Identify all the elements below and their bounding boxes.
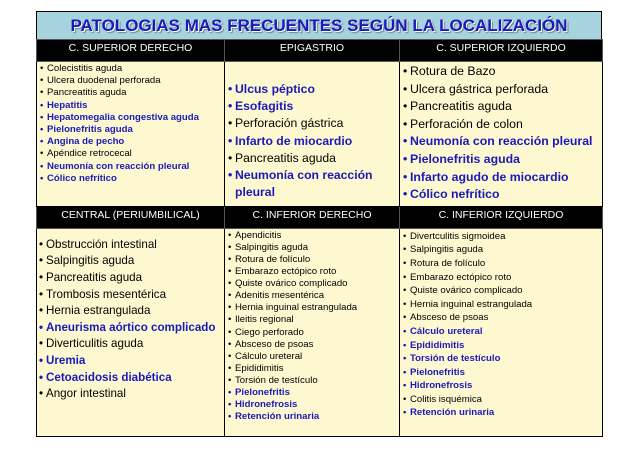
pathology-item: • Pielonefritis	[228, 387, 396, 399]
pathology-item: • Diverticulitis aguda	[39, 336, 221, 353]
pathology-list	[403, 230, 599, 420]
pathology-item: • Infarto agudo de miocardio	[403, 169, 599, 187]
pathology-item: • Ulcera duodenal perforada	[40, 75, 221, 87]
pathology-item: • Rotura de folículo	[228, 254, 396, 266]
pathology-item: • Embarazo ectópico roto	[403, 271, 599, 285]
pathology-item: • Salpingitis aguda	[39, 253, 221, 270]
pathology-item: • Epididimitis	[228, 363, 396, 375]
pathology-item: • Perforación gástrica	[228, 115, 396, 132]
pathology-item: • Angor intestinal	[39, 386, 221, 403]
header-inferior-derecho: C. INFERIOR DERECHO	[225, 206, 400, 228]
pathology-item: • Infarto de miocardio	[228, 133, 396, 150]
pathology-item: • Hernia inguinal estrangulada	[403, 298, 599, 312]
pathology-item: • Hernia estrangulada	[39, 303, 221, 320]
cell-epigastrio	[225, 62, 400, 207]
pathology-item: • Torsión de testículo	[228, 375, 396, 387]
pathology-item: • Obstrucción intestinal	[39, 237, 221, 254]
pathology-item: • Epididimitis	[403, 339, 599, 353]
pathology-item: • Trombosis mesentérica	[39, 287, 221, 304]
header-inferior-izquierdo: C. INFERIOR IZQUIERDO	[400, 206, 603, 228]
pathology-item: • Hidronefrosis	[403, 379, 599, 393]
pathology-item: • Adenitis mesentérica	[228, 290, 396, 302]
pathology-item: • Ileitis regional	[228, 314, 396, 326]
pathology-item: • Pielonefritis aguda	[40, 124, 221, 136]
pathology-item: • Cetoacidosis diabética	[39, 370, 221, 387]
pathology-item: • Quiste ovárico complicado	[403, 284, 599, 298]
region-content-row-upper	[37, 62, 603, 207]
pathology-sheet	[36, 11, 602, 437]
cell-superior-izquierdo	[400, 62, 603, 207]
pathology-item: • Salpingitis aguda	[228, 242, 396, 254]
pathology-item: • Neumonía con reacción pleural	[403, 133, 599, 151]
pathology-item: • Embarazo ectópico roto	[228, 266, 396, 278]
pathology-item: • Rotura de folículo	[403, 257, 599, 271]
region-header-row-lower	[37, 206, 603, 228]
pathology-item: • Absceso de psoas	[228, 339, 396, 351]
pathology-item: • Esofagitis	[228, 98, 396, 115]
pathology-item: • Retención urinaria	[403, 406, 599, 420]
pathology-item: • Quiste ovárico complicado	[228, 278, 396, 290]
pathology-item: • Pancreatitis aguda	[403, 98, 599, 116]
cell-inferior-izquierdo	[400, 228, 603, 436]
pathology-item: • Cálculo ureteral	[403, 325, 599, 339]
pathology-item: • Pancreatitis aguda	[228, 150, 396, 167]
pathology-list	[403, 63, 599, 204]
pathology-item: • Ulcera gástrica perforada	[403, 81, 599, 99]
cell-inferior-derecho	[225, 228, 400, 436]
pathology-item: • Neumonía con reacción pleural	[40, 161, 221, 173]
pathology-item: • Angina de pecho	[40, 136, 221, 148]
header-superior-derecho: C. SUPERIOR DERECHO	[37, 40, 225, 62]
pathology-item: • Colecistitis aguda	[40, 63, 221, 75]
header-superior-izquierdo: C. SUPERIOR IZQUIERDO	[400, 40, 603, 62]
pathology-item: • Hidronefrosis	[228, 399, 396, 411]
cell-central-periumbilical	[37, 228, 225, 436]
pathology-item: • Cólico nefrítico	[40, 173, 221, 185]
pathology-item: • Ciego perforado	[228, 327, 396, 339]
pathology-table	[36, 39, 603, 437]
pathology-item: • Colitis isquémica	[403, 393, 599, 407]
pathology-list	[40, 63, 221, 185]
region-header-row-upper	[37, 40, 603, 62]
pathology-list	[228, 230, 396, 424]
pathology-item: • Cálculo ureteral	[228, 351, 396, 363]
pathology-item: • Absceso de psoas	[403, 311, 599, 325]
pathology-list	[39, 237, 221, 403]
pathology-item: • Pielonefritis	[403, 366, 599, 380]
pathology-item: • Cólico nefrítico	[403, 186, 599, 204]
pathology-item: • Torsión de testículo	[403, 352, 599, 366]
pathology-item: • Neumonía con reacción pleural	[228, 167, 396, 201]
pathology-item: • Uremia	[39, 353, 221, 370]
pathology-item: • Aneurisma aórtico complicado	[39, 320, 221, 337]
cell-superior-derecho	[37, 62, 225, 207]
pathology-item: • Hernia inguinal estrangulada	[228, 302, 396, 314]
pathology-item: • Perforación de colon	[403, 116, 599, 134]
pathology-item: • Pielonefritis aguda	[403, 151, 599, 169]
pathology-item: • Apéndice retrocecal	[40, 148, 221, 160]
pathology-item: • Salpingitis aguda	[403, 243, 599, 257]
pathology-item: • Pancreatitis aguda	[40, 87, 221, 99]
header-epigastrio: EPIGASTRIO	[225, 40, 400, 62]
pathology-item: • Hepatitis	[40, 100, 221, 112]
region-content-row-lower	[37, 228, 603, 436]
page-title: PATOLOGIAS MAS FRECUENTES SEGÚN LA LOCALIZACIÓN	[36, 11, 602, 39]
pathology-item: • Apendicitis	[228, 230, 396, 242]
pathology-list	[228, 81, 396, 201]
pathology-item: • Divertculitis sigmoidea	[403, 230, 599, 244]
pathology-item: • Pancreatitis aguda	[39, 270, 221, 287]
pathology-item: • Hepatomegalia congestiva aguda	[40, 112, 221, 124]
pathology-item: • Ulcus péptico	[228, 81, 396, 98]
header-central-periumbilical: CENTRAL (PERIUMBILICAL)	[37, 206, 225, 228]
pathology-item: • Retención urinaria	[228, 411, 396, 423]
pathology-item: • Rotura de Bazo	[403, 63, 599, 81]
